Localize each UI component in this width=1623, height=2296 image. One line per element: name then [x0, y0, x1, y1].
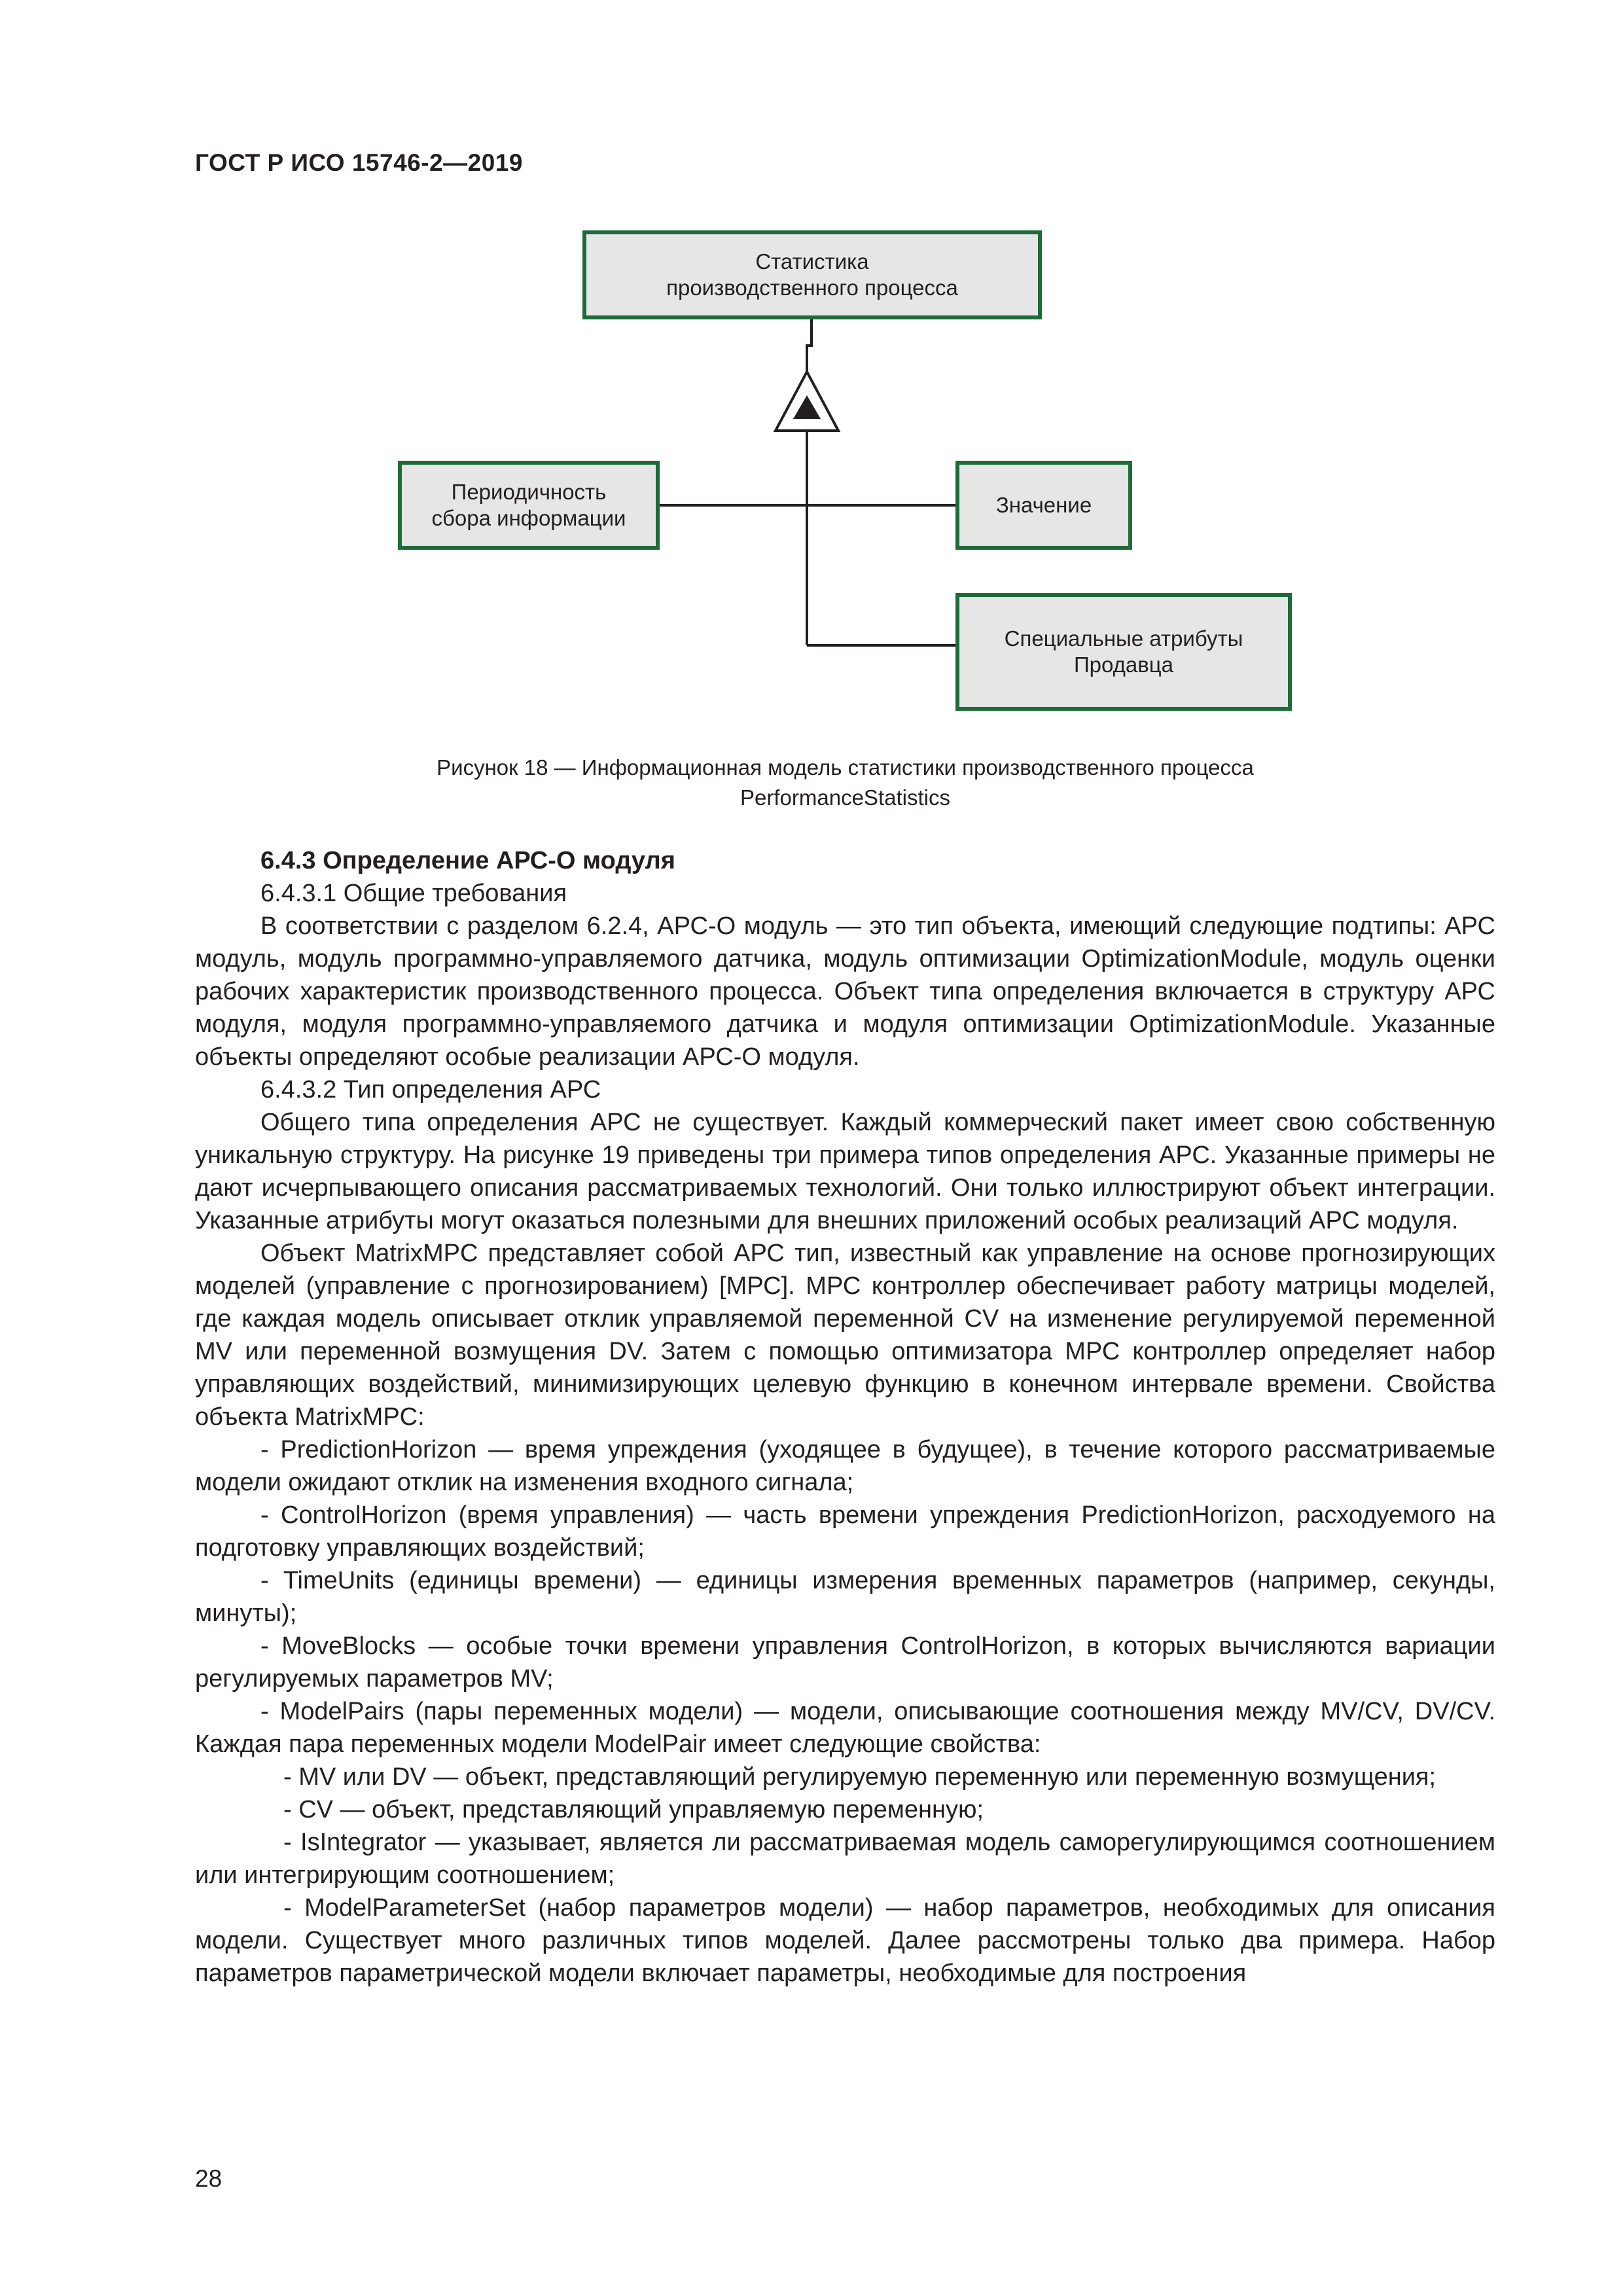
list-item: - TimeUnits (единицы времени) — единицы измерения временных параметров (например, секунды, минуты);	[195, 1567, 1495, 1627]
box-production-statistics: Статистика производственного процесса	[582, 230, 1042, 319]
figure-caption	[195, 753, 1495, 813]
box-collection-period: Периодичность сбора информации	[398, 461, 660, 550]
subsection-heading: 6.4.3.1 Общие требования	[260, 880, 567, 907]
paragraph: В соответствии с разделом 6.2.4, АРС-О модуль — это тип объекта, имеющий следующие подтипы: АРС модуль, модуль программно-управляемого датчика, модуль оптимизации OptimizationModule, модуль оценки рабочих характеристик производственного процесса. Объект типа определения включается в структуру АРС модуля, модуля программно-управляемого датчика и модуля оптимизации OptimizationModule. Указанные объекты определяют особые реализации АРС-О модуля.	[195, 912, 1495, 1071]
figure-caption-line1: Рисунок 18 — Информационная модель статистики производственного процесса	[437, 755, 1254, 780]
paragraph: Общего типа определения АРС не существует. Каждый коммерческий пакет имеет свою собственную уникальную структуру. На рисунке 19 приведены три примера типов определения АРС. Указанные примеры не дают исчерпывающего описания рассматриваемых технологий. Они только иллюстрируют объект интеграции. Указанные атрибуты могут оказаться полезными для внешних приложений особых реализаций АРС модуля.	[195, 1109, 1495, 1234]
list-item: - ModelPairs (пары переменных модели) — модели, описывающие соотношения между MV/CV, DV/CV. Каждая пара переменных модели ModelPair имеет следующие свойства:	[195, 1698, 1495, 1758]
subsection-heading: 6.4.3.2 Тип определения АРС	[260, 1076, 601, 1103]
nested-list-item: - IsIntegrator — указывает, является ли рассматриваемая модель саморегулирующимся соотношением или интегрирующим соотношением;	[195, 1829, 1495, 1889]
box-vendor-attributes: Специальные атрибуты Продавца	[955, 593, 1292, 711]
connector-top	[807, 319, 812, 373]
diagram-connectors	[0, 0, 1623, 733]
paragraph: Объект MatrixMPC представляет собой АРС тип, известный как управление на основе прогнозирующих моделей (управление с прогнозированием) [МРС]. МРС контроллер обеспечивает работу матрицы моделей, где каждая модель описывает отклик управляемой переменной CV на изменение регулируемой переменной MV или переменной возмущения DV. Затем с помощью оптимизатора МРС контроллер определяет набор управляющих воздействий, минимизирующих целевую функцию в конечном интервале времени. Свойства объекта MatrixMPC:	[195, 1240, 1495, 1431]
body-text	[195, 844, 1495, 1990]
section-heading: 6.4.3 Определение АРС-О модуля	[260, 847, 675, 874]
page-number: 28	[195, 2165, 223, 2192]
list-item: - ControlHorizon (время управления) — часть времени упреждения PredictionHorizon, расходуемого на подготовку управляющих воздействий;	[195, 1501, 1495, 1562]
box-value: Значение	[955, 461, 1132, 550]
document-header: ГОСТ Р ИСО 15746-2—2019	[195, 149, 523, 176]
nested-list-item: - ModelParameterSet (набор параметров модели) — набор параметров, необходимых для описания модели. Существует много различных типов моделей. Далее рассмотрены только два примера. Набор параметров параметрической модели включает параметры, необходимые для построения	[195, 1894, 1495, 1987]
nested-list-item: - MV или DV — объект, представляющий регулируемую переменную или переменную возмущения;	[283, 1763, 1436, 1791]
figure-caption-line2: PerformanceStatistics	[740, 785, 950, 810]
nested-list-item: - CV — объект, представляющий управляемую переменную;	[283, 1796, 984, 1823]
list-item: - MoveBlocks — особые точки времени управления ControlHorizon, в которых вычисляются вариации регулируемых параметров MV;	[195, 1632, 1495, 1693]
information-model-diagram	[0, 0, 1623, 733]
list-item: - PredictionHorizon — время упреждения (уходящее в будущее), в течение которого рассматриваемые модели ожидают отклик на изменения входного сигнала;	[195, 1436, 1495, 1496]
